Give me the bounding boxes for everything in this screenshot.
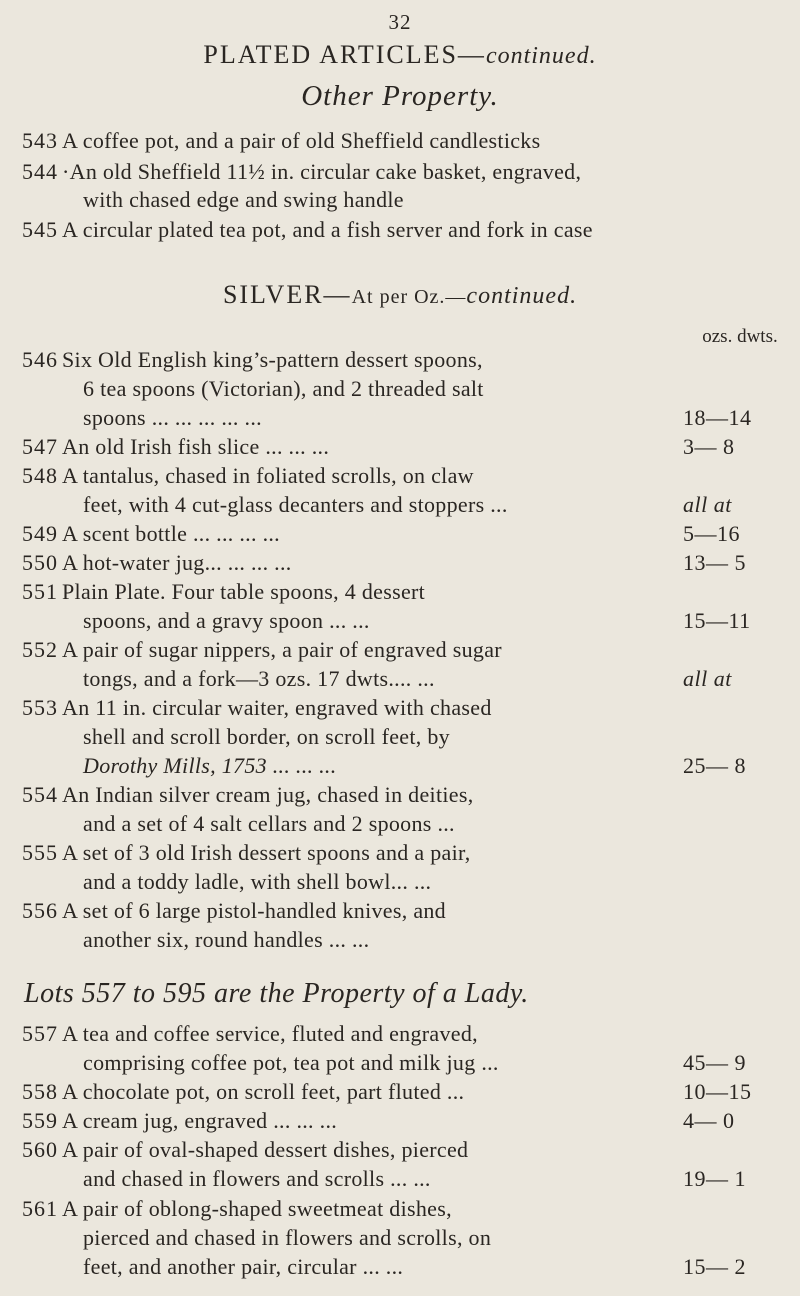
lot-number: 558 (22, 1079, 58, 1104)
subheading: Other Property. (301, 80, 499, 112)
lot-number: 557 (22, 1021, 58, 1046)
silver-heading (0, 280, 800, 310)
lot-description: spoons ... ... ... ... ... (83, 405, 262, 430)
lot-weight: 15— 2 (683, 1254, 746, 1279)
silver-heading-smallcaps: At per Oz.— (351, 286, 467, 308)
section-heading (0, 40, 800, 70)
lot-description: A pair of oblong-shaped sweetmeat dishes, (62, 1196, 452, 1221)
lot-description: A tantalus, chased in foliated scrolls, on claw (62, 463, 474, 488)
lot-description: feet, and another pair, circular ... ... (83, 1254, 404, 1279)
lot-description: tongs, and a fork—3 ozs. 17 dwts.... ... (83, 666, 435, 691)
lot-description: and chased in flowers and scrolls ... ... (83, 1166, 431, 1191)
lot-weight: 13— 5 (683, 550, 746, 575)
lot-description: spoons, and a gravy spoon ... ... (83, 608, 370, 633)
lot-number: 546 (22, 347, 58, 372)
lot-number: 555 (22, 840, 58, 865)
lot-description: with chased edge and swing handle (83, 187, 404, 212)
lot-number: 544 (22, 159, 58, 184)
lot-description: Six Old English king’s-pattern dessert spoons, (62, 347, 483, 372)
lot-number: 561 (22, 1196, 58, 1221)
lot-description: comprising coffee pot, tea pot and milk jug ... (83, 1050, 499, 1075)
lot-description: Dorothy Mills, 1753 ... ... ... (83, 753, 337, 778)
lot-number: 543 (22, 128, 58, 153)
lot-weight: 15—11 (683, 608, 751, 633)
lot-weight: 5—16 (683, 521, 740, 546)
lot-description: and a set of 4 salt cellars and 2 spoons ... (83, 811, 455, 836)
lot-description: Plain Plate. Four table spoons, 4 dessert (62, 579, 426, 604)
lot-number: 551 (22, 579, 58, 604)
lot-weight: 18—14 (683, 405, 752, 430)
lot-number: 553 (22, 695, 58, 720)
lot-description: A chocolate pot, on scroll feet, part fluted ... (62, 1079, 465, 1104)
lot-number: 549 (22, 521, 58, 546)
lot-description: another six, round handles ... ... (83, 927, 370, 952)
lot-description: A pair of sugar nippers, a pair of engraved sugar (62, 637, 502, 662)
lot-weight: all at (683, 492, 732, 517)
lot-weight: 4— 0 (683, 1108, 735, 1133)
lot-description: A circular plated tea pot, and a fish server and fork in case (62, 217, 593, 242)
weight-column-header: ozs. dwts. (702, 326, 778, 347)
lot-description: A set of 3 old Irish dessert spoons and a pair, (62, 840, 471, 865)
lot-description: 6 tea spoons (Victorian), and 2 threaded salt (83, 376, 484, 401)
lot-description: pierced and chased in flowers and scrolls, on (83, 1225, 492, 1250)
lot-description: An Indian silver cream jug, chased in deities, (62, 782, 474, 807)
silver-heading-text: SILVER— (222, 280, 352, 309)
lot-description: A coffee pot, and a pair of old Sheffield candlesticks (62, 128, 541, 153)
lot-description: ·An old Sheffield 11½ in. circular cake basket, engraved, (62, 159, 582, 184)
lot-weight: 3— 8 (683, 434, 735, 459)
lot-description: feet, with 4 cut-glass decanters and stoppers ... (83, 492, 508, 517)
lot-description: An 11 in. circular waiter, engraved with chased (62, 695, 492, 720)
lot-number: 545 (22, 217, 58, 242)
lot-description: shell and scroll border, on scroll feet, by (83, 724, 450, 749)
lot-weight: all at (683, 666, 732, 691)
lot-weight: 10—15 (683, 1079, 752, 1104)
lot-description: and a toddy ladle, with shell bowl... ... (83, 869, 432, 894)
lot-description: A scent bottle ... ... ... ... (62, 521, 280, 546)
lot-number: 548 (22, 463, 58, 488)
lot-description: A tea and coffee service, fluted and engraved, (62, 1021, 478, 1046)
lot-description: A hot-water jug... ... ... ... (62, 550, 292, 575)
lot-description: A set of 6 large pistol-handled knives, and (62, 898, 446, 923)
lot-number: 559 (22, 1108, 58, 1133)
section-heading-continued: continued. (485, 43, 597, 69)
page-number: 32 (388, 10, 412, 34)
lot-weight: 25— 8 (683, 753, 746, 778)
lot-number: 554 (22, 782, 58, 807)
lots-property-heading: Lots 557 to 595 are the Property of a Lady. (24, 978, 529, 1009)
lot-description: A pair of oval-shaped dessert dishes, pierced (62, 1137, 469, 1162)
lot-number: 560 (22, 1137, 58, 1162)
lot-number: 552 (22, 637, 58, 662)
lot-number: 547 (22, 434, 58, 459)
section-heading-text: PLATED ARTICLES— (203, 40, 486, 69)
lot-number: 556 (22, 898, 58, 923)
lot-weight: 19— 1 (683, 1166, 746, 1191)
lot-weight: 45— 9 (683, 1050, 746, 1075)
silver-heading-continued: continued. (466, 283, 578, 309)
lot-description: An old Irish fish slice ... ... ... (62, 434, 330, 459)
lot-number: 550 (22, 550, 58, 575)
lot-description: A cream jug, engraved ... ... ... (62, 1108, 338, 1133)
